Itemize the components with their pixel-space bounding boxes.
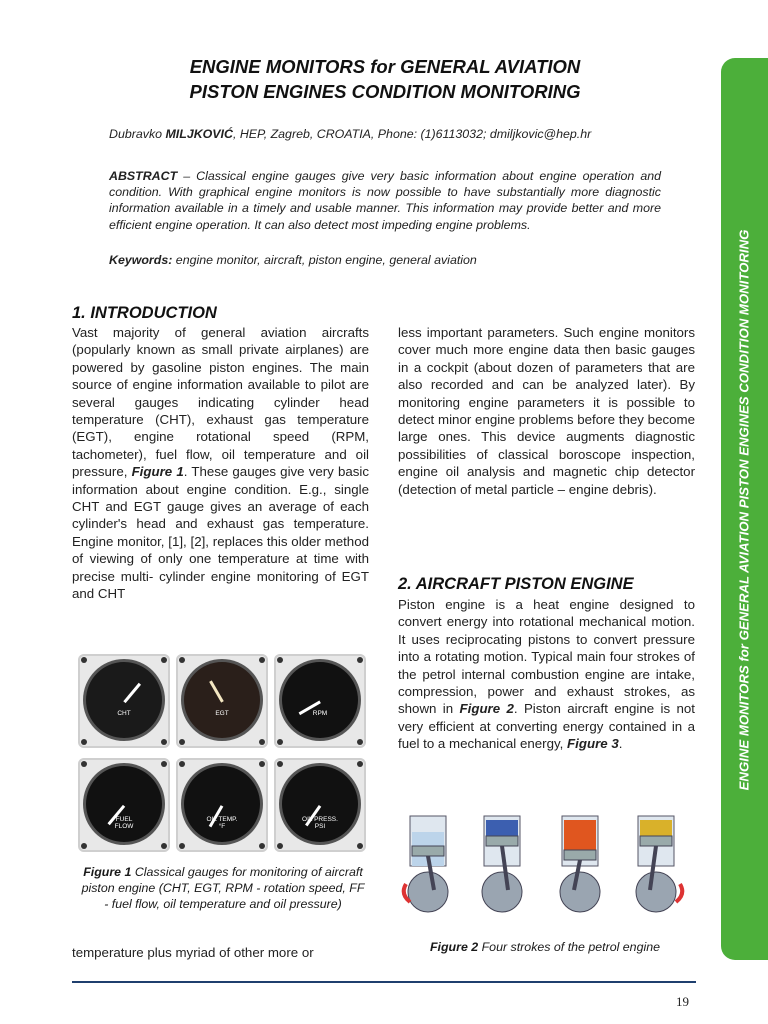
intake-stroke-cylinder: [404, 816, 448, 912]
figure2-caption-text: Four strokes of the petrol engine: [478, 940, 661, 954]
oil-press-gauge-icon: [274, 758, 366, 852]
author-last-name: MILJKOVIĆ: [165, 127, 233, 141]
abstract-label: ABSTRACT: [109, 169, 178, 183]
section2-text-b: . Piston aircraft engine is not very efficient at converting energy contained in a fuel to a mechanical energy,: [398, 701, 695, 752]
figure2-caption: [398, 940, 692, 954]
gauge-label: EGT: [215, 710, 229, 717]
figure1-label: Figure 1: [83, 865, 132, 879]
section2-text-c: .: [618, 736, 623, 752]
oil-temp-gauge-icon: [176, 758, 268, 852]
section1-right-column: less important parameters. Such engine monitors cover much more engine data then basic gauges in a cockpit (about dozen of parameters that are also recorded and can be analyzed later). By monitoring engine parameters it is possible to detect minor engine problems before they become large ones. This device augments diagnostic possibilities of classical boroscope inspection, engine oil analysis and magnetic chip detector (detection of metal particle – engine debris).: [398, 325, 695, 497]
section1-heading: 1. INTRODUCTION: [72, 304, 217, 322]
keywords-text: engine monitor, aircraft, piston engine, general aviation: [172, 253, 477, 267]
fuel-flow-gauge-icon: [78, 758, 170, 852]
gauge-label: CHT: [117, 710, 131, 717]
section1-text-b: . These gauges give very basic information about engine condition. E.g., single CHT and EGT gauge gives an average of each cylinder's head and exhaust gas temperature. Engine monitor, [1], [2], replaces this older method of viewing of only one temperature at time with precise multi- cylinder engine monitoring of EGT and CHT: [72, 464, 369, 602]
title-line-2: PISTON ENGINES CONDITION MONITORING: [189, 81, 581, 102]
author-first-name: Dubravko: [109, 127, 166, 141]
author-affiliation: , HEP, Zagreb, CROATIA, Phone: (1)6113032; dmiljkovic@hep.hr: [232, 127, 592, 141]
gauge-label: OIL PRESS. PSI: [302, 816, 338, 830]
abstract-text: – Classical engine gauges give very basic information about engine operation and condition. With graphical engine monitors is now possible to have substantially more diagnostic information available in a timely and usable manner. This information may provide better and more efficient engine operation. It can also detect most impeding engine problems.: [109, 169, 661, 232]
power-stroke-cylinder: [560, 816, 600, 912]
figure1-caption: [78, 864, 368, 912]
figure2-label: Figure 2: [429, 940, 479, 954]
section2-heading: 2. AIRCRAFT PISTON ENGINE: [398, 575, 634, 593]
keywords-label: Keywords:: [109, 253, 173, 267]
section1-text-a: Vast majority of general aviation aircrafts (popularly known as small private airplanes) are powered by gasoline piston engines. The main source of engine information available to pilot are several gauges indicating cylinder head temperature (CHT), exhaust gas temperature (EGT), engine rotational speed (RPM, tachometer), fuel flow, oil temperature and oil pressure,: [72, 325, 369, 480]
section2-text-a: Piston engine is a heat engine designed to convert energy into rotational mechanical motion. It uses reciprocating pistons to convert pressure into a rotating motion. Typical main four strokes of the petrol internal combustion engine are intake, compression, power and exhaust strokes, as shown in: [398, 597, 695, 717]
section1-left-column: [72, 324, 369, 603]
section2-paragraph: [398, 596, 695, 753]
exhaust-stroke-cylinder: [636, 816, 682, 912]
four-stroke-engine-diagram-icon: [398, 802, 692, 928]
cht-gauge-icon: [78, 654, 170, 748]
rpm-gauge-icon: [274, 654, 366, 748]
gauge-label: RPM: [312, 710, 328, 717]
paper-title: [72, 54, 698, 104]
section1-paragraph-1: [72, 324, 369, 603]
egt-gauge-icon: [176, 654, 268, 748]
figure1-caption-text: Classical gauges for monitoring of aircraft piston engine (CHT, EGT, RPM - rotation speed, FF - fuel flow, oil temperature and oil pressure): [81, 865, 365, 911]
figure1-gauges: [78, 654, 368, 854]
figure1-reference: Figure 1: [131, 464, 184, 480]
compression-stroke-cylinder: [482, 816, 522, 912]
figure2-reference: Figure 2: [459, 701, 514, 717]
gauge-label: OIL TEMP. °F: [206, 816, 238, 830]
title-line-1: ENGINE MONITORS for GENERAL AVIATION: [189, 56, 581, 77]
keywords: [109, 253, 661, 267]
abstract: [109, 168, 661, 233]
gauge-label: FUEL FLOW: [114, 816, 134, 830]
page-number: 19: [676, 994, 689, 1009]
section1-continued: temperature plus myriad of other more or: [72, 945, 314, 960]
figure3-reference: Figure 3: [567, 736, 619, 752]
footer-rule: [72, 981, 696, 983]
sidebar-title: ENGINE MONITORS for GENERAL AVIATION PISTON ENGINES CONDITION MONITORING: [736, 229, 752, 791]
author-line: [109, 127, 669, 141]
